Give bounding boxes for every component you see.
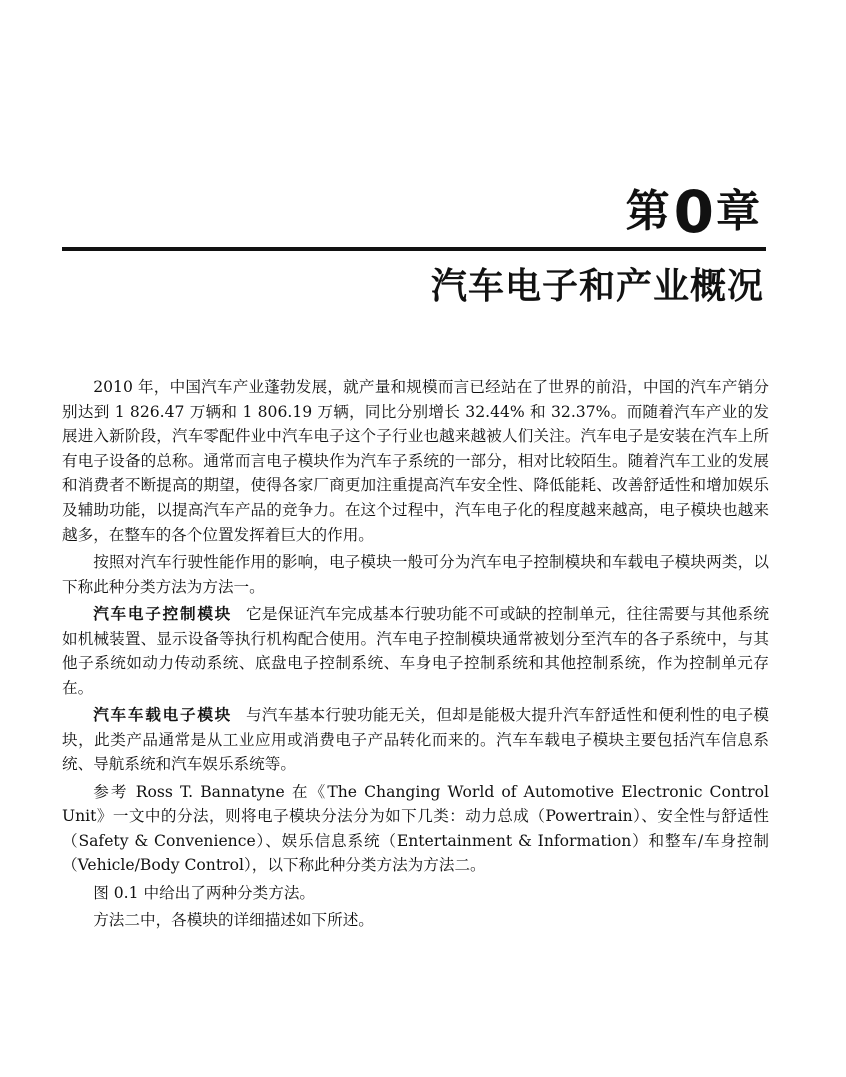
chapter-suffix: 章 xyxy=(716,186,760,237)
chapter-number: 0 xyxy=(673,178,712,246)
chapter-divider xyxy=(62,247,766,251)
paragraph xyxy=(62,703,769,777)
paragraph-term: 汽车车载电子模块 xyxy=(93,706,233,725)
chapter-title: 汽车电子和产业概况 xyxy=(430,266,764,307)
paragraph-text: 方法二中，各模块的详细描述如下所述。 xyxy=(93,911,374,930)
paragraph xyxy=(62,780,769,878)
paragraph-text: 2010 年，中国汽车产业蓬勃发展，就产量和规模而言已经站在了世界的前沿，中国的汽车产销分别达到 1 826.47 万辆和 1 806.19 万辆，同比分别增长 32.44% 和 32.37%。而随着汽车产业的发展进入新阶段，汽车零配件业中汽车电子这个子行业也越来越被人们关注。汽车电子是安装在汽车上所有电子设备的总称。通常而言电子模块作为汽车子系统的一部分，相对比较陌生。随着汽车工业的发展和消费者不断提高的期望，使得各家厂商更加注重提高汽车安全性、降低能耗、改善舒适性和增加娱乐及辅助功能，以提高汽车产品的竞争力。在这个过程中，汽车电子化的程度越来越高，电子模块也越来越多，在整车的各个位置发挥着巨大的作用。 xyxy=(62,378,769,544)
paragraph-text: 它是保证汽车完成基本行驶功能不可或缺的控制单元，往往需要与其他系统如机械装置、显示设备等执行机构配合使用。汽车电子控制模块通常被划分至汽车的各子系统中，与其他子系统如动力传动系统、底盘电子控制系统、车身电子控制系统和其他控制系统，作为控制单元存在。 xyxy=(62,604,769,697)
paragraph xyxy=(62,881,769,906)
paragraph xyxy=(62,375,769,547)
paragraph xyxy=(62,908,769,933)
body-text xyxy=(62,375,769,936)
paragraph xyxy=(62,550,769,599)
chapter-prefix: 第 xyxy=(625,186,670,237)
paragraph-text: 参考 Ross T. Bannatyne 在《The Changing World of Automotive Electronic Control Unit》一文中的分法，则将电子模块分法分为如下几类：动力总成（Powertrain）、安全性与舒适性（Safety & Convenience）、娱乐信息系统（Entertainment & Information）和整车/车身控制（Vehicle/Body Control），以下称此种分类方法为方法二。 xyxy=(62,782,769,875)
paragraph-text: 图 0.1 中给出了两种分类方法。 xyxy=(93,883,316,902)
paragraph-term: 汽车电子控制模块 xyxy=(93,604,233,623)
paragraph xyxy=(62,602,769,700)
paragraph-text: 与汽车基本行驶功能无关，但却是能极大提升汽车舒适性和便利性的电子模块，此类产品通常是从工业应用或消费电子产品转化而来的。汽车车载电子模块主要包括汽车信息系统、导航系统和汽车娱乐系统等。 xyxy=(62,706,769,774)
paragraph-text: 按照对汽车行驶性能作用的影响，电子模块一般可分为汽车电子控制模块和车载电子模块两类，以下称此种分类方法为方法一。 xyxy=(62,552,769,596)
chapter-heading xyxy=(625,178,760,246)
